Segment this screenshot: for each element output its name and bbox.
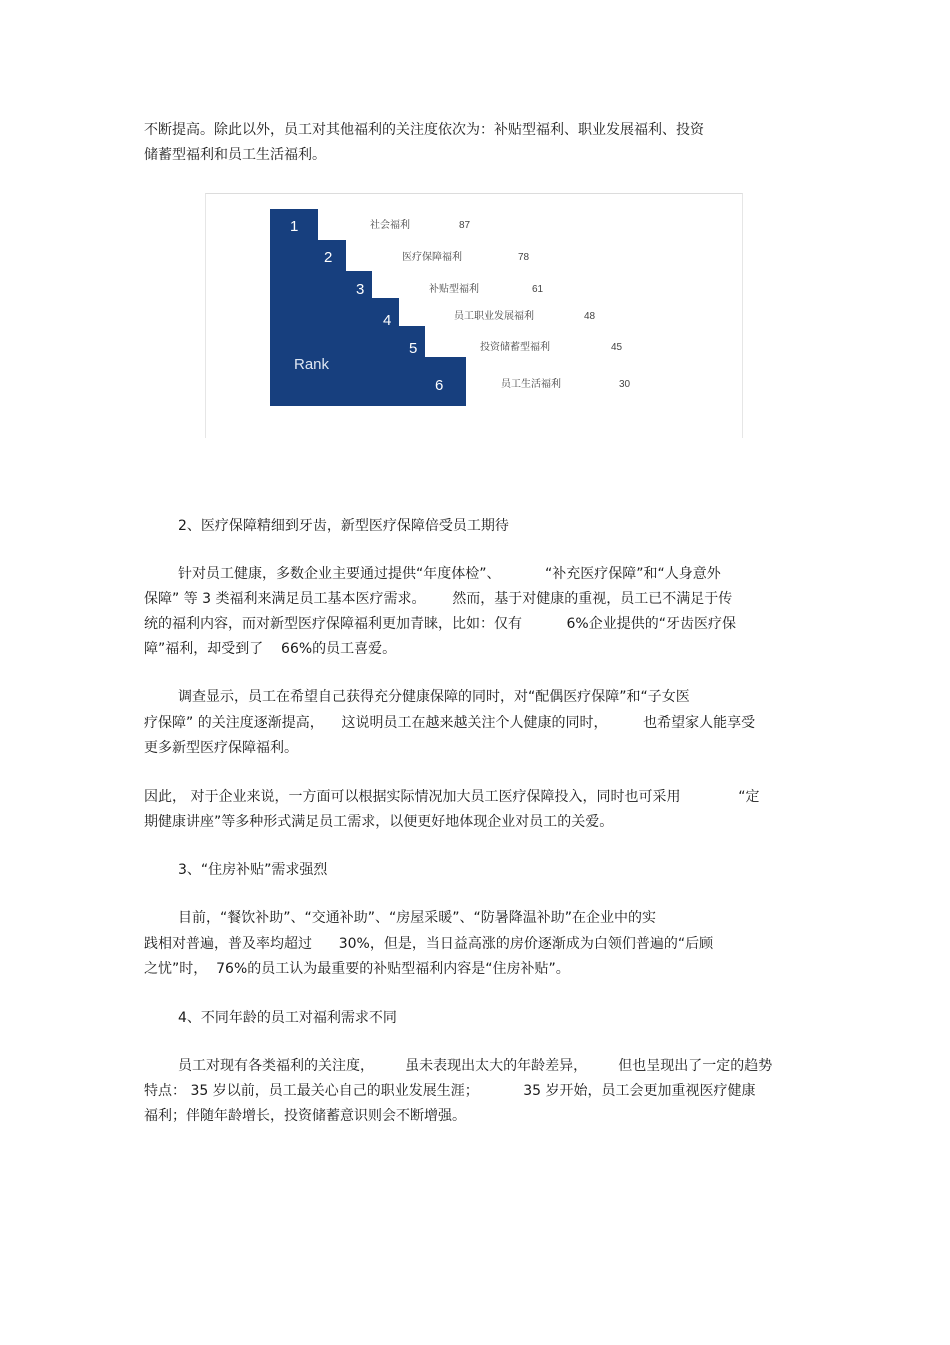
rank-number: 4 [383, 312, 392, 329]
text-line: 因此， 对于企业来说，一方面可以根据实际情况加大员工医疗保障投入，同时也可采用 “定 [144, 789, 760, 805]
text-line: 统的福利内容，而对新型医疗保障福利更加青睐，比如：仅有 6%企业提供的“牙齿医疗保 [144, 616, 736, 632]
section-heading: 4、不同年龄的员工对福利需求不同 [178, 1010, 397, 1026]
rank-category-label: 员工生活福利 [501, 379, 561, 390]
rank-value-label: 87 [459, 220, 471, 231]
text-line: 更多新型医疗保障福利。 [144, 740, 298, 756]
text-line: 践相对普遍，普及率均超过 30%，但是，当日益高涨的房价逐渐成为白领们普遍的“后顾 [144, 936, 714, 952]
text-line: 福利；伴随年龄增长，投资储蓄意识则会不断增强。 [144, 1108, 466, 1124]
rank-number: 6 [435, 377, 444, 394]
text-line: 针对员工健康，多数企业主要通过提供“年度体检”、 “补充医疗保障”和“人身意外 [178, 566, 721, 582]
rank-category-label: 补贴型福利 [429, 284, 479, 295]
section-heading: 3、“住房补贴”需求强烈 [178, 862, 328, 878]
text-line: 不断提高。除此以外，员工对其他福利的关注度依次为：补贴型福利、职业发展福利、投资 [144, 122, 704, 138]
rank-value-label: 48 [584, 311, 596, 322]
rank-number: 1 [290, 218, 299, 235]
welfare-rank-chart [206, 194, 742, 438]
text-line: 之忧”时， 76%的员工认为最重要的补贴型福利内容是“住房补贴”。 [144, 961, 570, 977]
rank-value-label: 30 [619, 379, 631, 390]
rank-number: 2 [324, 249, 333, 266]
text-line: 员工对现有各类福利的关注度， 虽未表现出太大的年龄差异， 但也呈现出了一定的趋势 [178, 1058, 773, 1074]
welfare-rank-figure [205, 193, 743, 438]
rank-category-label: 投资储蓄型福利 [480, 342, 550, 353]
text-line: 调查显示，员工在希望自己获得充分健康保障的同时，对“配偶医疗保障”和“子女医 [178, 689, 690, 705]
text-line: 保障” 等 3 类福利来满足员工基本医疗需求。 然而，基于对健康的重视，员工已不满足于传 [144, 591, 733, 607]
rank-category-label: 社会福利 [370, 220, 410, 231]
rank-label: Rank [294, 356, 330, 373]
section-heading: 2、医疗保障精细到牙齿，新型医疗保障倍受员工期待 [178, 518, 509, 534]
rank-number: 5 [409, 340, 418, 357]
text-line: 疗保障” 的关注度逐渐提高， 这说明员工在越来越关注个人健康的同时， 也希望家人能享受 [144, 715, 756, 731]
rank-value-label: 45 [611, 342, 623, 353]
rank-category-label: 医疗保障福利 [402, 252, 462, 263]
text-line: 储蓄型福利和员工生活福利。 [144, 147, 326, 163]
text-line: 期健康讲座”等多种形式满足员工需求，以便更好地体现企业对员工的关爱。 [144, 814, 614, 830]
rank-category-label: 员工职业发展福利 [454, 311, 534, 322]
text-line: 特点： 35 岁以前，员工最关心自己的职业发展生涯； 35 岁开始，员工会更加重视医疗健康 [144, 1083, 756, 1099]
rank-value-label: 61 [532, 284, 544, 295]
text-line: 目前，“餐饮补助”、“交通补助”、“房屋采暖”、“防暑降温补助”在企业中的实 [178, 910, 657, 926]
rank-value-label: 78 [518, 252, 530, 263]
text-line: 障”福利，却受到了 66%的员工喜爱。 [144, 641, 397, 657]
rank-number: 3 [356, 281, 365, 298]
